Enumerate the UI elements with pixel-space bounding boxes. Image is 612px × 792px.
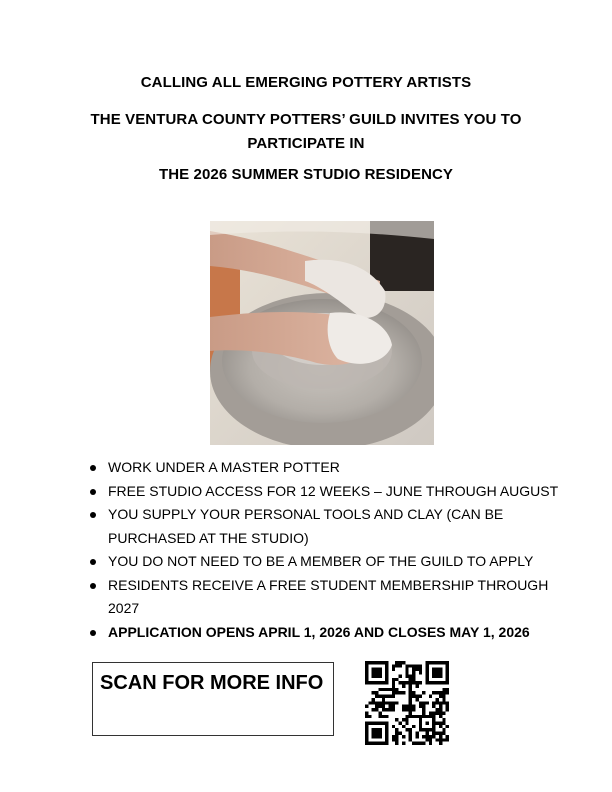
program-title: THE 2026 SUMMER STUDIO RESIDENCY <box>158 166 454 183</box>
list-item: RESIDENTS RECEIVE A FREE STUDENT MEMBERSHIP THROUGH 2027 <box>88 574 573 621</box>
list-item: WORK UNDER A MASTER POTTER <box>88 456 573 480</box>
bullet-icon <box>90 512 96 518</box>
bullet-icon <box>90 559 96 565</box>
bullet-icon <box>90 630 96 636</box>
residency-details-list <box>88 456 573 644</box>
invite-text: THE VENTURA COUNTY POTTERS’ GUILD INVITES YOU TO PARTICIPATE IN <box>90 111 522 152</box>
list-item: YOU SUPPLY YOUR PERSONAL TOOLS AND CLAY (CAN BE PURCHASED AT THE STUDIO) <box>88 503 573 550</box>
qr-code-icon[interactable] <box>365 661 449 745</box>
list-item: YOU DO NOT NEED TO BE A MEMBER OF THE GUILD TO APPLY <box>88 550 573 574</box>
pottery-wheel-photo <box>210 221 434 445</box>
bullet-icon <box>90 489 96 495</box>
application-dates-item: APPLICATION OPENS APRIL 1, 2026 AND CLOSES MAY 1, 2026 <box>88 621 573 645</box>
scan-info-box <box>92 662 334 736</box>
scan-label: SCAN FOR MORE INFO <box>100 672 324 694</box>
list-item: FREE STUDIO ACCESS FOR 12 WEEKS – JUNE THROUGH AUGUST <box>88 480 573 504</box>
bullet-icon <box>90 583 96 589</box>
bullet-icon <box>90 465 96 471</box>
headline: CALLING ALL EMERGING POTTERY ARTISTS <box>140 74 472 91</box>
